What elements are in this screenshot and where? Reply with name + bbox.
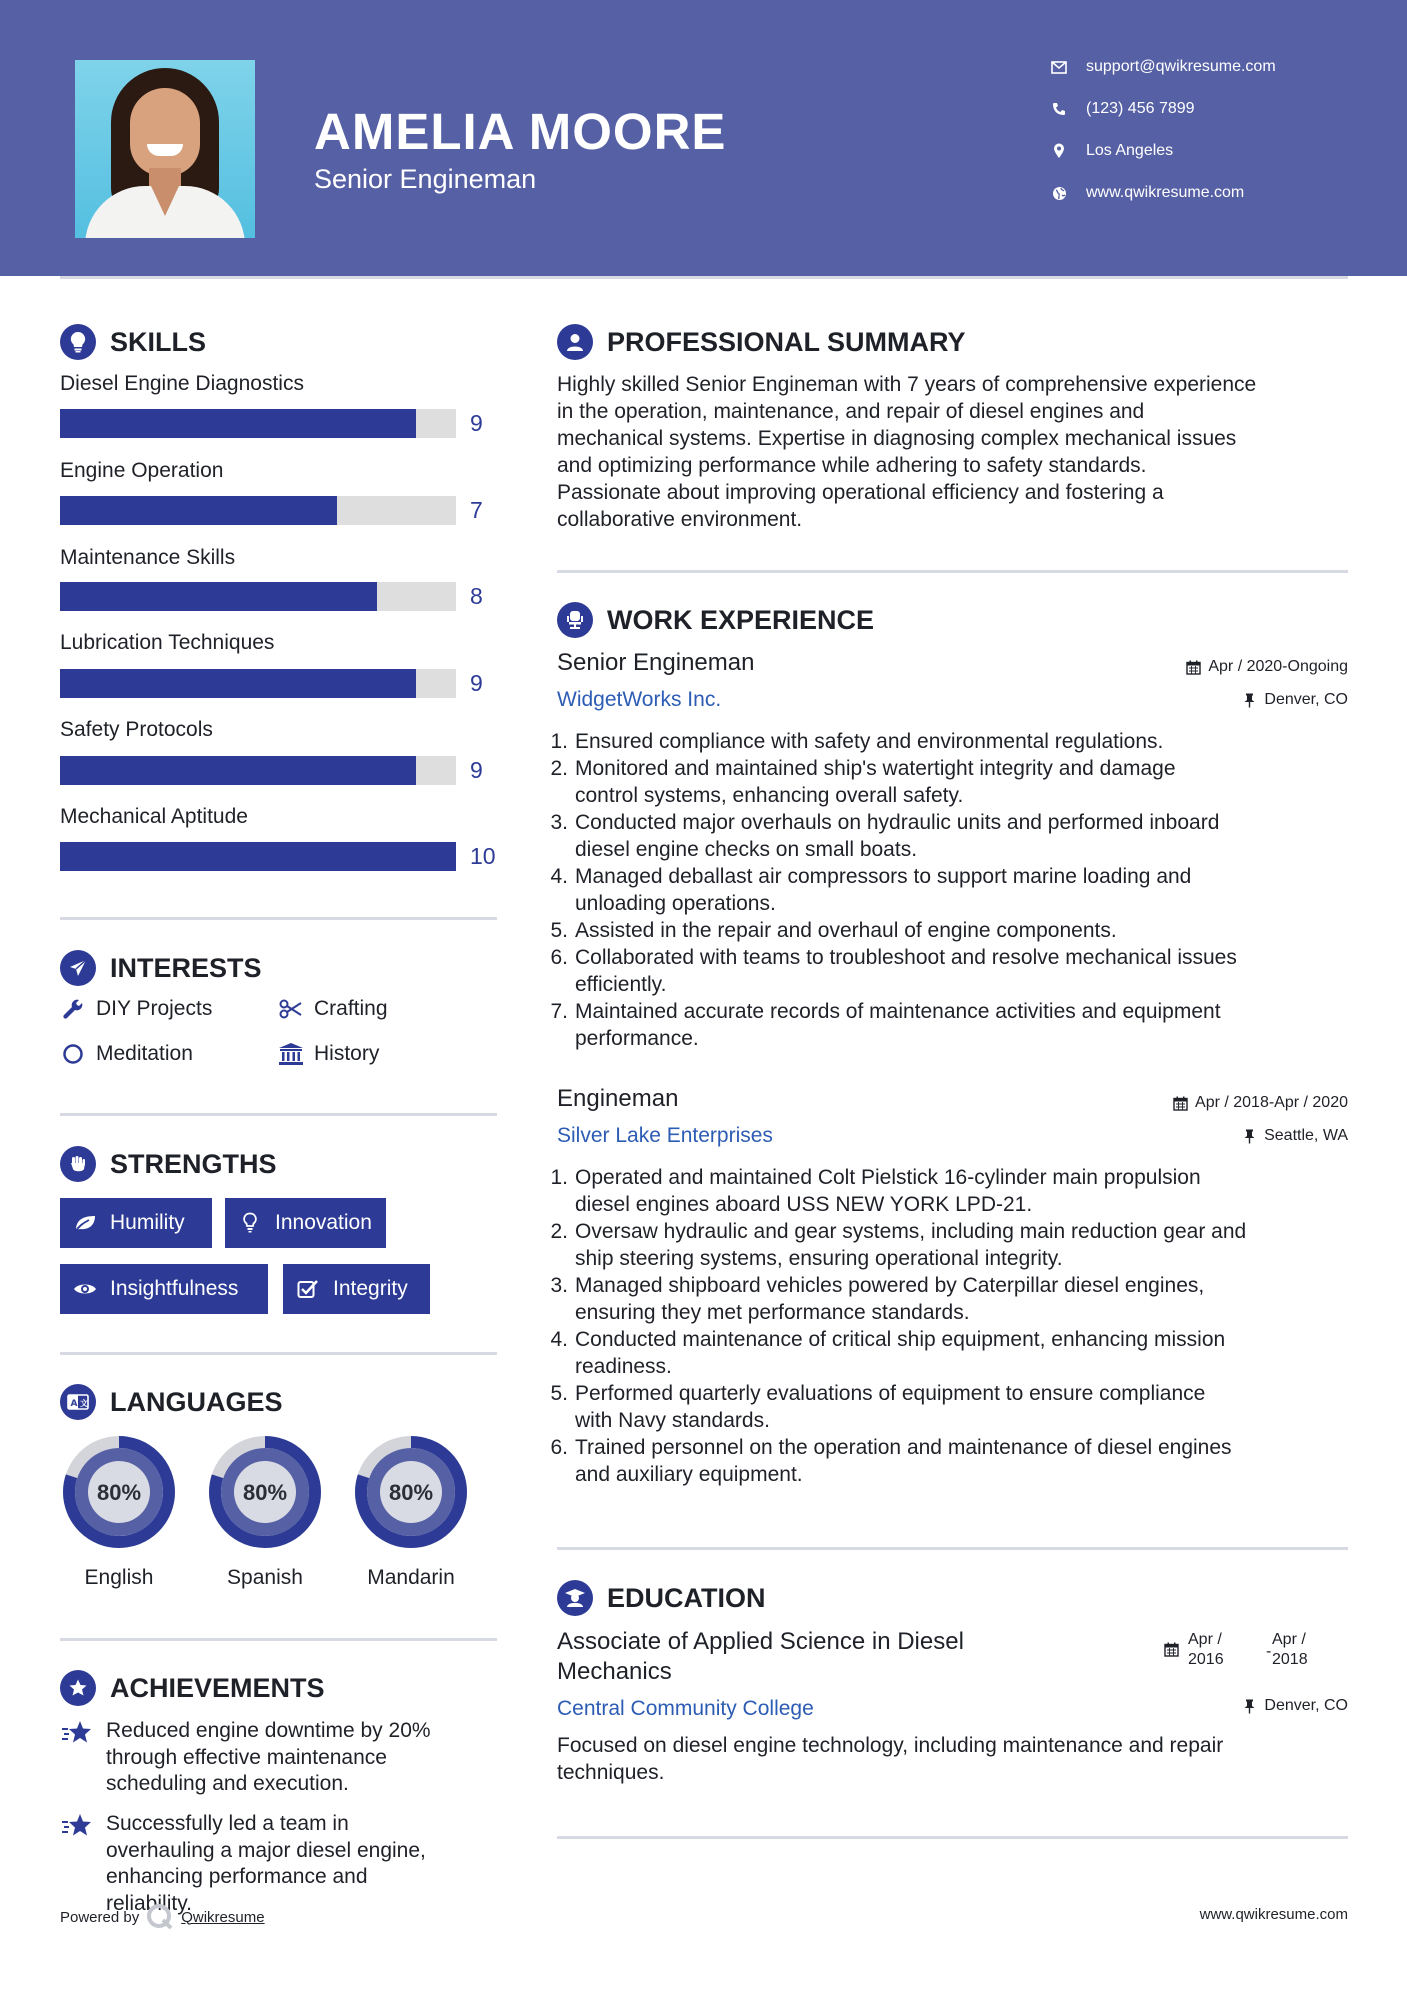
strengths-heading: STRENGTHS xyxy=(60,1146,277,1182)
skill-bar xyxy=(60,409,456,438)
interests-heading: INTERESTS xyxy=(60,950,262,986)
contact-website[interactable]: www.qwikresume.com xyxy=(1050,184,1370,202)
skill-score: 9 xyxy=(470,757,483,783)
language-label: Spanish xyxy=(227,1566,303,1589)
job-bullet: 2. Monitored and maintained ship's watertight integrity and damage control systems, enhancing overall safety. xyxy=(550,757,1176,807)
contact-phone[interactable]: (123) 456 7899 xyxy=(1050,100,1370,118)
languages-heading: A 文 LANGUAGES xyxy=(60,1384,283,1420)
job-bullet: 3. Conducted major overhauls on hydraulic units and performed inboard diesel engine checks on small boats. xyxy=(550,811,1220,861)
pushpin-icon xyxy=(1241,1698,1257,1714)
education-location: Denver, CO xyxy=(1241,1697,1348,1715)
calendar-icon xyxy=(1172,1095,1188,1111)
language-donut xyxy=(203,1430,327,1554)
user-icon xyxy=(557,324,593,360)
fist-icon xyxy=(60,1146,96,1182)
contact-email[interactable]: support@qwikresume.com xyxy=(1050,58,1370,76)
interest-item: Crafting xyxy=(278,996,388,1022)
education-degree: Associate of Applied Science in Diesel Mechanics xyxy=(557,1628,964,1685)
job-bullet: 6. Trained personnel on the operation and maintenance of diesel engines and auxiliary equipment. xyxy=(550,1436,1232,1486)
summary-heading: PROFESSIONAL SUMMARY xyxy=(557,324,966,360)
language-label: Mandarin xyxy=(367,1566,455,1589)
skill-label: Safety Protocols xyxy=(60,718,213,741)
skill-label: Diesel Engine Diagnostics xyxy=(60,372,304,395)
candidate-name: AMELIA MOORE xyxy=(314,103,727,160)
scissors-icon xyxy=(278,996,304,1022)
job-title: Senior Engineman xyxy=(557,649,755,676)
skill-bar xyxy=(60,669,456,698)
job-bullet: 1. Operated and maintained Colt Pielstick 16-cylinder main propulsion diesel engines aboard USS NEW YORK LPD-21. xyxy=(550,1166,1201,1216)
interest-item: History xyxy=(278,1041,379,1067)
section-divider xyxy=(557,1547,1348,1550)
job-date: Apr / 2020-Ongoing xyxy=(1185,658,1348,676)
svg-text:文: 文 xyxy=(80,1399,88,1408)
star-icon xyxy=(60,1811,94,1839)
star-icon xyxy=(60,1718,94,1746)
star-badge-icon xyxy=(60,1670,96,1706)
header-divider xyxy=(60,276,1348,279)
job-bullet: 6. Collaborated with teams to troubleshoot and resolve mechanical issues efficiently. xyxy=(550,946,1237,996)
achievements-heading: ACHIEVEMENTS xyxy=(60,1670,325,1706)
pushpin-icon xyxy=(1241,692,1257,708)
strength-chip: Insightfulness xyxy=(60,1264,268,1314)
globe-icon xyxy=(1050,184,1068,202)
job-bullet: 5. Performed quarterly evaluations of equipment to ensure compliance with Navy standards. xyxy=(550,1382,1206,1432)
job-company[interactable]: WidgetWorks Inc. xyxy=(557,688,722,711)
paper-plane-icon xyxy=(60,950,96,986)
language-donut xyxy=(57,1430,181,1554)
wrench-icon xyxy=(60,996,86,1022)
language-icon xyxy=(60,1384,96,1420)
job-title: Engineman xyxy=(557,1085,679,1112)
job-date: Apr / 2018-Apr / 2020 xyxy=(1172,1094,1348,1112)
skill-score: 8 xyxy=(470,583,483,609)
check-square-icon xyxy=(295,1278,321,1300)
strength-chip: Humility xyxy=(60,1198,212,1248)
phone-icon xyxy=(1050,100,1068,118)
job-bullet: 1. Ensured compliance with safety and environmental regulations. xyxy=(550,730,1164,753)
skill-bar xyxy=(60,496,456,525)
footer-powered-by: Powered by Qwikresume xyxy=(60,1902,265,1932)
section-divider xyxy=(60,1638,497,1641)
language-percent: 80% xyxy=(242,1480,288,1505)
job-bullets xyxy=(550,728,1357,1052)
lightbulb-icon xyxy=(60,324,96,360)
footer-url[interactable]: www.qwikresume.com xyxy=(1199,1906,1348,1923)
svg-text:A: A xyxy=(70,1399,78,1409)
office-chair-icon xyxy=(557,602,593,638)
job-bullet: 4. Managed deballast air compressors to support marine loading and unloading operations. xyxy=(550,865,1192,915)
skill-label: Lubrication Techniques xyxy=(60,631,275,654)
job-bullet: 3. Managed shipboard vehicles powered by Caterpillar diesel engines, ensuring they met performance standards. xyxy=(550,1274,1205,1324)
qwikresume-logo-icon xyxy=(145,1902,175,1932)
profile-photo xyxy=(75,60,255,238)
section-divider xyxy=(557,570,1348,573)
skill-bar xyxy=(60,842,456,871)
language-percent: 80% xyxy=(388,1480,434,1505)
job-company[interactable]: Silver Lake Enterprises xyxy=(557,1124,773,1147)
skill-bar xyxy=(60,582,456,611)
interest-item: DIY Projects xyxy=(60,996,212,1022)
job-bullet: 2. Oversaw hydraulic and gear systems, including main reduction gear and ship steering systems, ensuring operational integrity. xyxy=(550,1220,1247,1270)
resume-header xyxy=(0,0,1407,276)
qwikresume-link[interactable]: Qwikresume xyxy=(181,1908,265,1926)
pushpin-icon xyxy=(1241,1128,1257,1144)
calendar-icon xyxy=(1164,1642,1179,1663)
eye-icon xyxy=(72,1278,98,1300)
section-divider xyxy=(60,1113,497,1116)
skill-score: 9 xyxy=(470,670,483,696)
experience-heading: WORK EXPERIENCE xyxy=(557,602,874,638)
achievement-item: Reduced engine downtime by 20% through effective maintenance scheduling and execution. xyxy=(60,1718,500,1798)
summary-text: Highly skilled Senior Engineman with 7 years of comprehensive experience in the operation, maintenance, and repair of diesel engines and mechanical systems. Expertise in diagnosing complex mechanical issues and optimizing performance while adhering to safety standards. Passionate about improving operational efficiency and fostering a collaborative environment. xyxy=(557,373,1257,531)
job-bullet: 4. Conducted maintenance of critical ship equipment, enhancing mission readiness. xyxy=(550,1328,1226,1378)
section-divider xyxy=(60,1352,497,1355)
leaf-icon xyxy=(72,1212,98,1234)
language-percent: 80% xyxy=(96,1480,142,1505)
language-label: English xyxy=(84,1566,154,1589)
skill-label: Engine Operation xyxy=(60,459,224,482)
calendar-icon xyxy=(1185,659,1201,675)
strength-chip: Integrity xyxy=(283,1264,430,1314)
strength-chip: Innovation xyxy=(225,1198,386,1248)
education-description: Focused on diesel engine technology, including maintenance and repair techniques. xyxy=(557,1734,1224,1784)
job-location: Denver, CO xyxy=(1241,691,1348,709)
skill-label: Maintenance Skills xyxy=(60,546,236,569)
education-school[interactable]: Central Community College xyxy=(557,1697,814,1720)
job-bullets xyxy=(550,1164,1357,1488)
lightbulb-icon xyxy=(237,1212,263,1234)
graduate-icon xyxy=(557,1580,593,1616)
map-pin-icon xyxy=(1050,142,1068,160)
job-bullet: 5. Assisted in the repair and overhaul of engine components. xyxy=(550,919,1117,942)
circle-icon xyxy=(60,1041,86,1067)
skill-label: Mechanical Aptitude xyxy=(60,805,248,828)
section-divider xyxy=(557,1836,1348,1839)
skill-score: 7 xyxy=(470,497,483,523)
candidate-role: Senior Engineman xyxy=(314,164,537,194)
envelope-icon xyxy=(1050,58,1068,76)
achievement-item: Successfully led a team in overhauling a major diesel engine, enhancing performance and reliability. xyxy=(60,1811,500,1917)
museum-icon xyxy=(278,1041,304,1067)
skill-score: 10 xyxy=(470,843,496,869)
interest-item: Meditation xyxy=(60,1041,193,1067)
job-location: Seattle, WA xyxy=(1241,1127,1348,1145)
section-divider xyxy=(60,917,497,920)
education-heading: EDUCATION xyxy=(557,1580,766,1616)
skills-heading: SKILLS xyxy=(60,324,206,360)
contact-location: Los Angeles xyxy=(1050,142,1370,160)
job-bullet: 7. Maintained accurate records of maintenance activities and equipment performance. xyxy=(550,1000,1221,1050)
language-donut xyxy=(349,1430,473,1554)
skill-score: 9 xyxy=(470,410,483,436)
skill-bar xyxy=(60,756,456,785)
